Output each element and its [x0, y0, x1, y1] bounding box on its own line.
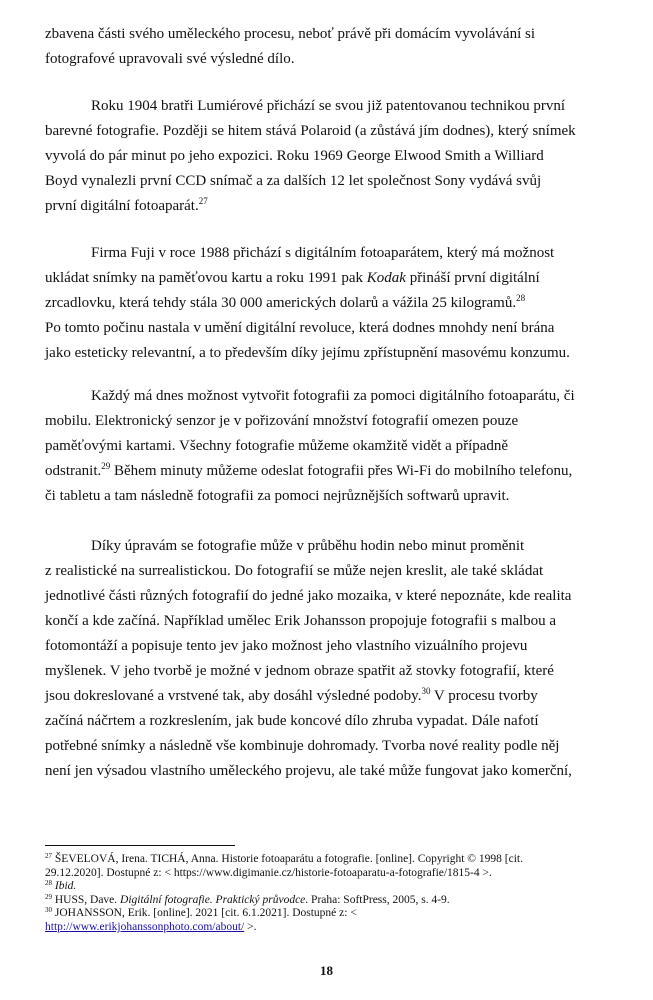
- footnote-line: [45, 853, 615, 867]
- text-line: či tabletu a tam následně fotografii za pomoci nejrůznějších softwarů upravit.: [45, 488, 510, 504]
- text-line: Každý má dnes možnost vytvořit fotografii za pomoci digitálního fotoaparátu, či: [91, 388, 575, 404]
- paragraph-editing: [45, 534, 611, 784]
- text-line: vyvolá do pár minut po jeho expozici. Roku 1969 George Elwood Smith a Williard: [45, 148, 544, 164]
- footnote-ref-29[interactable]: 29: [101, 461, 111, 471]
- footnote-link[interactable]: http://www.erikjohanssonphoto.com/about/: [45, 920, 245, 933]
- footnote-line: [45, 894, 615, 908]
- footnote-28: [45, 880, 615, 894]
- footnote-line: [45, 880, 615, 894]
- text-line: Díky úpravám se fotografie může v průběhu hodin nebo minut proměnit: [91, 538, 525, 554]
- text-segment: V procesu tvorby: [430, 688, 538, 704]
- text-line: z realistické na surrealistickou. Do fotografií se může nejen kreslit, ale také skládat: [45, 563, 544, 579]
- text-segment: ukládat snímky na paměťovou kartu a roku 1991 pak: [45, 270, 367, 286]
- text-line: [45, 291, 611, 316]
- footnote-text: ŠEVELOVÁ, Irena. TICHÁ, Anna. Historie fotoaparátu a fotografie. [online]. Copyright © 1998 [cit.: [52, 853, 523, 865]
- paragraph-lumiere: [45, 94, 611, 219]
- footnote-30: [45, 907, 615, 934]
- paragraph-digital: [45, 384, 611, 509]
- text-line: končí a kde začíná. Například umělec Erik Johansson propojuje fotografii s malbou a: [45, 613, 557, 629]
- text-line: jako esteticky relevantní, a to především díky jejímu zpřístupnění masovému konzumu.: [45, 345, 570, 361]
- paragraph-continuation: [45, 22, 611, 72]
- text-line: [45, 459, 611, 484]
- text-line: [45, 684, 611, 709]
- footnote-text: HUSS, Dave.: [52, 893, 121, 906]
- footnote-29: [45, 894, 615, 908]
- footnote-text: >.: [244, 920, 257, 933]
- text-line: Po tomto počinu nastala v umění digitální revoluce, která dodnes mnohdy není brána: [45, 320, 555, 336]
- text-line: zbavena části svého uměleckého procesu, neboť právě při domácím vyvolávání si: [45, 26, 535, 42]
- text-line: barevné fotografie. Později se hitem stává Polaroid (a zůstává jím dodnes), který snímek: [45, 123, 576, 139]
- footnote-number: 27: [45, 852, 52, 860]
- text-line: Boyd vynalezli první CCD snímač a za dalších 12 let společnost Sony vydává svůj: [45, 173, 542, 189]
- footnote-number: 29: [45, 892, 52, 901]
- text-segment: přináší první digitální: [405, 270, 540, 286]
- footnote-27: [45, 853, 615, 880]
- footnote-line: [45, 921, 615, 935]
- text-line: Roku 1904 bratři Lumiérové přichází se svou již patentovanou technikou první: [91, 98, 566, 114]
- page-number: 18: [320, 963, 333, 978]
- text-line: začíná náčrtem a rozkreslením, jak bude koncové dílo zhruba vypadat. Dále nafotí: [45, 713, 539, 729]
- footnote-text: . Praha: SoftPress, 2005, s. 4-9.: [305, 893, 450, 906]
- text-line: potřebné snímky a následně vše kombinuje dohromady. Tvorba nové reality podle něj: [45, 738, 560, 754]
- text-segment: Během minuty můžeme odeslat fotografii přes Wi-Fi do mobilního telefonu,: [110, 463, 573, 479]
- footnote-line: [45, 907, 615, 921]
- text-line: Firma Fuji v roce 1988 přichází s digitálním fotoaparátem, který má možnost: [91, 245, 555, 261]
- italic-brand-name: Kodak: [366, 270, 406, 286]
- footnote-book-title: Digitální fotografie. Praktický průvodce: [120, 893, 306, 906]
- text-line: [45, 266, 611, 291]
- text-segment: první digitální fotoaparát.: [45, 198, 199, 214]
- footnote-text: JOHANSSON, Erik. [online]. 2021 [cit. 6.1.2021]. Dostupné z: <: [52, 907, 357, 920]
- text-line: mobilu. Elektronický senzor je v pořizování množství fotografií omezen pouze: [45, 413, 519, 429]
- footnotes: [45, 853, 615, 935]
- footnote-text: Ibid.: [52, 880, 77, 893]
- footnote-ref-27[interactable]: 27: [198, 196, 208, 206]
- text-line: jednotlivé části různých fotografií do jedné jako mozaika, v které nepoznáte, kde realita: [45, 588, 572, 604]
- text-segment: odstranit.: [45, 463, 102, 479]
- text-line: fotografové upravovali své výsledné dílo.: [45, 51, 295, 67]
- footnote-number: 28: [45, 879, 52, 888]
- text-line: fotomontáží a popisuje tento jev jako možnost jeho vlastního vizuálního projevu: [45, 638, 528, 654]
- text-segment: jsou dokreslované a vrstvené tak, aby dosáhl výsledné podoby.: [45, 688, 422, 704]
- footnote-ref-28[interactable]: 28: [516, 293, 526, 303]
- footnote-ref-30[interactable]: 30: [421, 686, 431, 696]
- text-line: [45, 194, 611, 219]
- text-line: není jen výsadou vlastního uměleckého projevu, ale také může fungovat jako komerční,: [45, 763, 572, 779]
- text-line: paměťovými kartami. Všechny fotografie můžeme okamžitě vidět a případně: [45, 438, 509, 454]
- footnote-separator: [45, 845, 235, 846]
- footnote-number: 30: [45, 906, 52, 915]
- text-segment: zrcadlovku, která tehdy stála 30 000 amerických dolarů a vážila 25 kilogramů.: [45, 295, 517, 311]
- paragraph-fuji: [45, 241, 611, 366]
- footnote-line: 29.12.2020]. Dostupné z: < https://www.digimanie.cz/historie-fotoaparatu-a-fotografie/1815-4 >.: [45, 866, 492, 879]
- text-line: myšlenek. V jeho tvorbě je možné v jednom obraze spatřit až stovky fotografií, které: [45, 663, 554, 679]
